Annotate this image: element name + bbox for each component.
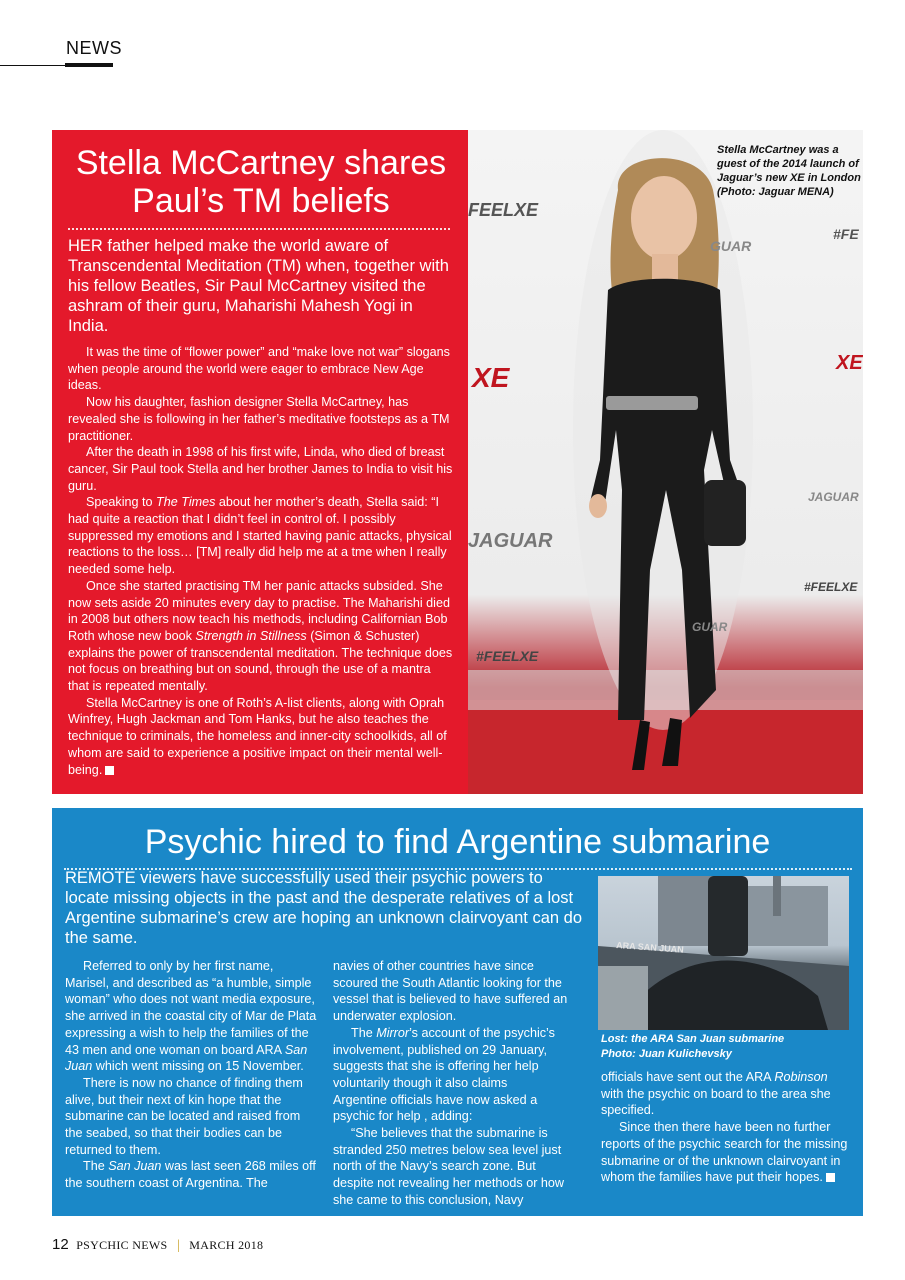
backdrop-logo: #FEELXE: [804, 580, 858, 594]
backdrop-logo: XE: [836, 352, 863, 374]
submarine-photo: [598, 876, 849, 1030]
publication-name: The Times: [156, 495, 216, 510]
page-folio: [52, 1236, 263, 1254]
backdrop-logo: #FEELXE: [476, 648, 539, 664]
vessel-name: San Juan: [65, 1042, 308, 1074]
section-tag-rule-accent: [65, 63, 113, 67]
end-mark-icon: [826, 1173, 835, 1182]
photo-caption: Stella McCartney was a guest of the 2014 launch of Jaguar’s new XE in London (Photo: Jaguar MENA): [717, 144, 861, 198]
body-text: was last seen 268 miles off the southern coast of Argentina. The: [65, 1159, 316, 1191]
body-paragraph: It was the time of “flower power” and “make love not war” slogans when people around the world were eager to embrace New Age ideas.: [68, 345, 450, 393]
backdrop-logo: XE: [472, 362, 510, 393]
stella-photo: [468, 130, 863, 794]
end-mark-icon: [105, 766, 114, 775]
body-paragraph: [68, 494, 454, 578]
article-column-2: [333, 958, 573, 1209]
body-paragraph: [65, 958, 317, 1075]
body-paragraph: Argentine officials have now asked a psychic for help , adding:: [333, 1092, 538, 1124]
photo-caption-line: Lost: the ARA San Juan submarine: [601, 1033, 785, 1045]
body-paragraph: [68, 695, 454, 779]
vessel-name: San Juan: [108, 1159, 162, 1174]
body-text: Once she started practising TM her panic attacks subsided. She now sets aside 20 minutes every day to practise. The Maharishi died in 2008 but others now teach his methods, including Californian Bob Roth whose new book: [68, 578, 450, 643]
event-photo-illustration: [468, 130, 863, 794]
article-column-3: [601, 1069, 853, 1186]
headline-divider: [68, 228, 450, 230]
body-text: The: [83, 1159, 109, 1174]
body-paragraph: There is now no chance of finding them alive, but their next of kin hope that the submarine can be located and raised from the seabed, so that their bodies can be returned to them.: [65, 1075, 303, 1157]
backdrop-logo: JAGUAR: [468, 530, 553, 552]
backdrop-logo: JAGUAR: [808, 490, 859, 504]
body-paragraph: [333, 1025, 573, 1092]
body-text: Speaking to: [86, 495, 157, 510]
body-text: Referred to only by her first name, Marisel, and described as “a humble, simple woman” who does not want media exposure, she arrived in the coastal city of Mar de Plata expressing a wish to help the families of the 43 men and one woman on board ARA: [65, 959, 317, 1057]
publication-name: PSYCHIC NEWS: [76, 1238, 168, 1252]
body-paragraph: “She believes that the submarine is stranded 250 metres below sea level just north of the Navy’s search zone. But despite not revealing her methods or how she came to this conclusion, Navy: [333, 1126, 565, 1207]
body-text: (Simon & Schuster) explains the power of transcendental meditation. The technique does not focus on breathing but on sound, through the use of a mantra that is repeated mentally.: [68, 628, 453, 694]
body-text: about her mother’s death, Stella said: “I had quite a reaction that I didn’t feel in control of. I possibly suppressed my emotions and I started having panic attacks, physical reactions to the loss… [TM] really did help me at a tme when I really needed some help.: [68, 495, 452, 577]
section-tag: NEWS: [66, 38, 122, 58]
article-column-1: [65, 958, 317, 1192]
submarine-article: [52, 808, 863, 1216]
book-title: Strength in Stillness: [195, 628, 307, 643]
photo-caption: [601, 1032, 853, 1062]
body-text: The: [351, 1025, 377, 1040]
submarine-photo-illustration: [598, 876, 849, 1030]
backdrop-logo: #FE: [833, 226, 859, 242]
body-text: officials have sent out the ARA: [601, 1070, 775, 1084]
backdrop-logo: GUAR: [710, 238, 752, 254]
body-text: ’s account of the psychic’s involvement, published on 29 January, suggests that she is offering her help voluntarily though it also claims: [333, 1025, 555, 1090]
body-text: Since then there have been no further reports of the psychic search for the missing submarine or of the unknown clairvoyant in whom the families have put their hopes.: [601, 1120, 848, 1185]
article-standfirst: HER father helped make the world aware of Transcendental Meditation (TM) when, together with his fellow Beatles, Sir Paul McCartney visited the ashram of their guru, Maharishi Mahesh Yogi in India.: [68, 237, 449, 335]
publication-name: Mirror: [376, 1025, 410, 1040]
stella-article: [52, 130, 468, 794]
body-paragraph: [601, 1119, 853, 1186]
article-body: [68, 344, 454, 778]
issue-date: MARCH 2018: [189, 1238, 264, 1252]
body-paragraph: After the death in 1998 of his first wife, Linda, who died of breast cancer, Sir Paul took Stella and her brother James to India to visit his guru.: [68, 445, 453, 493]
body-text: with the psychic on board to the area she specified.: [601, 1086, 831, 1118]
body-paragraph: navies of other countries have since scoured the South Atlantic looking for the vessel that is believed to have suffered an underwater explosion.: [333, 959, 568, 1024]
vessel-name: Robinson: [774, 1070, 828, 1084]
backdrop-logo: FEELXE: [468, 200, 539, 220]
body-text: which went missing on 15 November.: [92, 1059, 304, 1074]
backdrop-logo: GUAR: [692, 620, 728, 634]
body-paragraph: [65, 1158, 317, 1191]
body-text: Stella McCartney is one of Roth’s A-list clients, along with Oprah Winfrey, Hugh Jackman and Tom Hanks, but he also teaches the technique to criminals, the homeless and inner-city schoolkids, all of whom are said to experience a positive impact on their mental well-being.: [68, 695, 447, 777]
article-headline: Psychic hired to find Argentine submarine: [144, 823, 771, 861]
photo-credit: Photo: Juan Kulichevsky: [601, 1048, 732, 1060]
article-standfirst: REMOTE viewers have successfully used their psychic powers to locate missing objects in the past and the desperate relatives of a lost Argentine submarine’s crew are hoping an unknown clairvoyant can do the same.: [65, 869, 583, 947]
body-paragraph: Now his daughter, fashion designer Stella McCartney, has revealed she is following in her father’s meditative footsteps as a TM practitioner.: [68, 395, 450, 443]
hull-lettering: ARA SAN JUAN: [615, 940, 685, 955]
folio-separator: |: [176, 1238, 180, 1253]
body-paragraph: [68, 578, 454, 695]
article-headline: Stella McCartney shares Paul’s TM beliefs: [75, 144, 447, 220]
page-number: 12: [52, 1236, 69, 1253]
body-paragraph: [601, 1069, 853, 1119]
